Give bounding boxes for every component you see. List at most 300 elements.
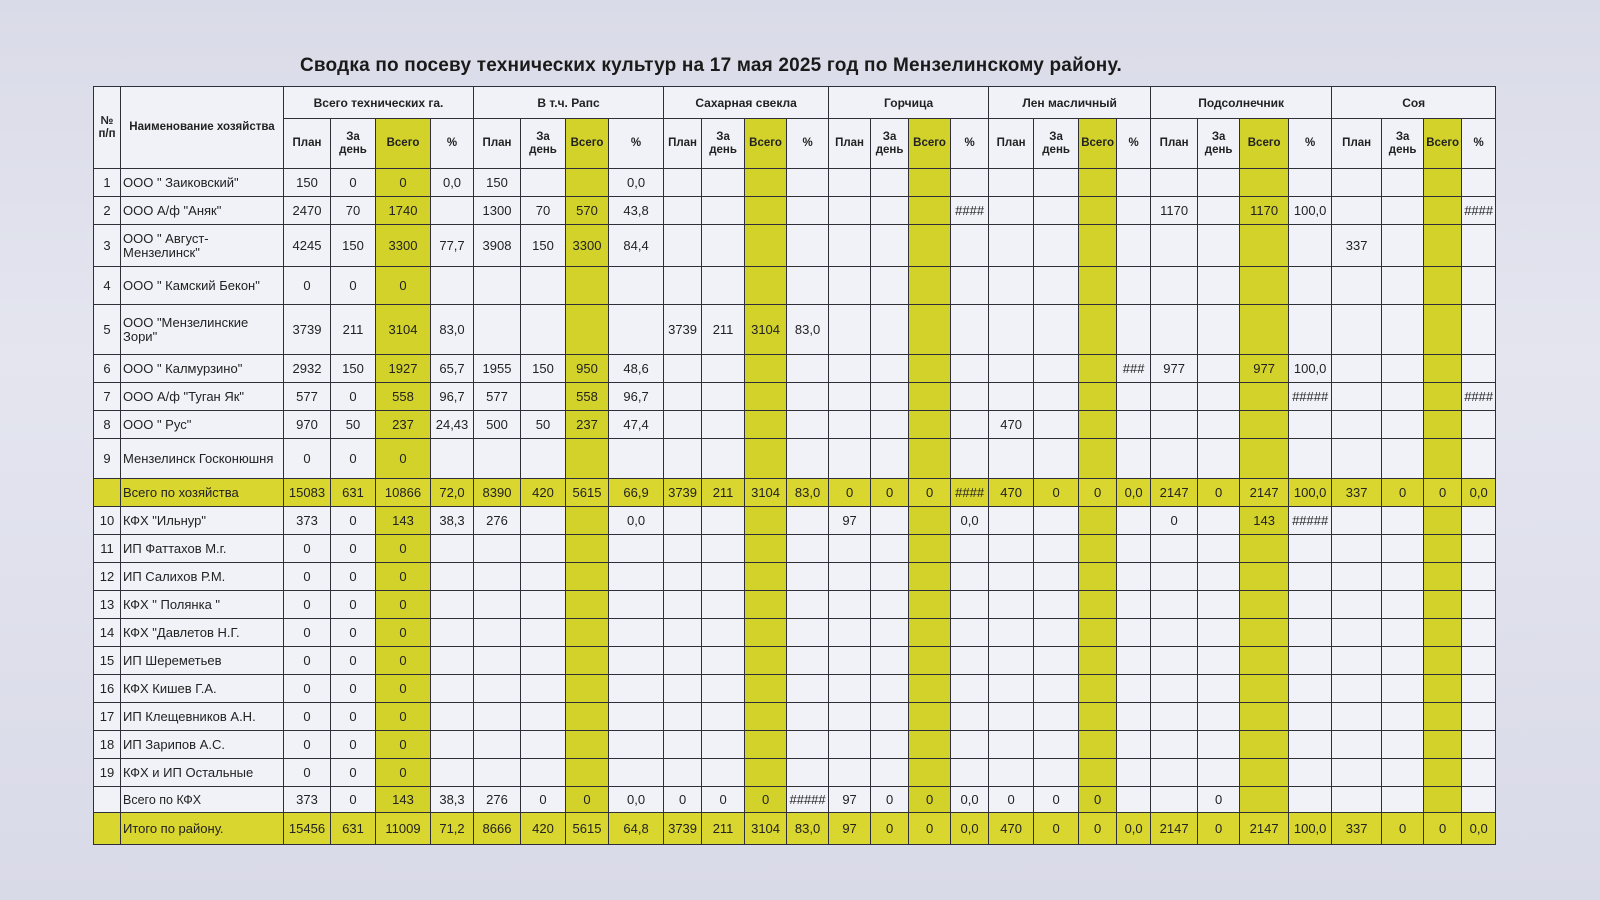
table-cell: 337 <box>1332 813 1382 845</box>
table-cell <box>745 759 787 787</box>
table-cell <box>1151 169 1198 197</box>
row-number <box>94 787 121 813</box>
table-cell: 0 <box>331 731 376 759</box>
table-cell <box>829 563 871 591</box>
table-cell <box>1151 675 1198 703</box>
table-row <box>94 703 1496 731</box>
table-cell <box>1240 619 1289 647</box>
table-cell: 97 <box>829 787 871 813</box>
header-group-6: Подсолнечник <box>1151 87 1332 119</box>
table-row <box>94 305 1496 355</box>
table-cell <box>1198 535 1240 563</box>
table-cell: 64,8 <box>609 813 664 845</box>
table-cell <box>431 675 474 703</box>
table-cell <box>989 675 1034 703</box>
row-number: 6 <box>94 355 121 383</box>
table-cell <box>829 731 871 759</box>
row-number: 16 <box>94 675 121 703</box>
table-cell <box>1034 675 1079 703</box>
table-cell <box>909 563 951 591</box>
table-cell: 96,7 <box>431 383 474 411</box>
header-group-5: Лен масличный <box>989 87 1151 119</box>
table-cell <box>1240 759 1289 787</box>
farm-name: Итого по району. <box>121 813 284 845</box>
table-cell: 150 <box>521 225 566 267</box>
table-cell <box>702 563 745 591</box>
table-cell <box>1462 591 1496 619</box>
farm-name: ООО А/ф "Туган Як" <box>121 383 284 411</box>
table-cell: 38,3 <box>431 787 474 813</box>
table-cell <box>1332 267 1382 305</box>
table-cell <box>609 267 664 305</box>
table-cell <box>829 169 871 197</box>
table-cell <box>871 591 909 619</box>
table-cell: 72,0 <box>431 479 474 507</box>
table-cell <box>1382 703 1424 731</box>
table-cell <box>521 267 566 305</box>
table-cell <box>1151 731 1198 759</box>
table-cell: 50 <box>331 411 376 439</box>
table-cell <box>1198 439 1240 479</box>
table-cell <box>1424 383 1462 411</box>
table-cell <box>1424 619 1462 647</box>
table-cell: 0 <box>331 169 376 197</box>
table-cell <box>1034 267 1079 305</box>
table-cell: 577 <box>474 383 521 411</box>
table-cell <box>989 619 1034 647</box>
table-cell <box>1289 703 1332 731</box>
row-number: 12 <box>94 563 121 591</box>
table-cell <box>521 675 566 703</box>
table-cell <box>609 591 664 619</box>
table-cell <box>989 535 1034 563</box>
table-cell: 970 <box>284 411 331 439</box>
table-cell: 0 <box>871 813 909 845</box>
table-cell <box>1289 535 1332 563</box>
table-cell <box>989 383 1034 411</box>
table-cell <box>745 647 787 675</box>
farm-name: ИП Фаттахов М.г. <box>121 535 284 563</box>
header-sub-4: % <box>1289 119 1332 169</box>
row-number <box>94 479 121 507</box>
table-cell <box>909 675 951 703</box>
table-cell <box>951 759 989 787</box>
table-cell <box>609 439 664 479</box>
table-cell <box>702 535 745 563</box>
table-cell <box>1198 305 1240 355</box>
table-cell <box>1382 675 1424 703</box>
table-cell <box>1289 305 1332 355</box>
farm-name: ООО "Мензелинские Зори" <box>121 305 284 355</box>
table-cell <box>1198 703 1240 731</box>
table-cell: 70 <box>521 197 566 225</box>
table-cell <box>787 169 829 197</box>
total-row <box>94 813 1496 845</box>
table-cell: 0 <box>331 267 376 305</box>
table-cell <box>566 563 609 591</box>
table-cell <box>909 731 951 759</box>
table-cell <box>871 759 909 787</box>
table-cell <box>787 383 829 411</box>
table-cell: 0 <box>331 535 376 563</box>
table-row <box>94 411 1496 439</box>
table-cell <box>702 169 745 197</box>
table-cell <box>1198 647 1240 675</box>
table-cell <box>609 619 664 647</box>
table-cell: 276 <box>474 787 521 813</box>
table-cell: 0 <box>1424 813 1462 845</box>
table-cell <box>1079 703 1117 731</box>
table-cell <box>1289 759 1332 787</box>
table-cell: 50 <box>521 411 566 439</box>
table-cell <box>1424 647 1462 675</box>
table-cell: 83,0 <box>431 305 474 355</box>
table-cell: 0 <box>909 479 951 507</box>
table-cell <box>474 759 521 787</box>
table-cell <box>1462 439 1496 479</box>
table-cell <box>1151 619 1198 647</box>
table-cell <box>829 703 871 731</box>
table-cell <box>909 439 951 479</box>
table-cell <box>745 355 787 383</box>
table-cell: 950 <box>566 355 609 383</box>
table-cell <box>989 169 1034 197</box>
table-cell <box>1332 305 1382 355</box>
table-cell: 150 <box>331 355 376 383</box>
table-cell <box>474 647 521 675</box>
table-cell: 83,0 <box>787 813 829 845</box>
table-cell <box>566 169 609 197</box>
table-row <box>94 507 1496 535</box>
table-cell: 0 <box>284 619 331 647</box>
table-cell <box>1462 507 1496 535</box>
table-cell <box>745 267 787 305</box>
table-cell <box>1151 563 1198 591</box>
table-cell <box>1034 355 1079 383</box>
table-cell <box>609 675 664 703</box>
table-cell <box>951 267 989 305</box>
table-cell <box>829 647 871 675</box>
table-cell <box>745 169 787 197</box>
table-cell: 0 <box>1034 787 1079 813</box>
table-cell <box>1079 647 1117 675</box>
table-cell: 3300 <box>376 225 431 267</box>
table-cell <box>1382 267 1424 305</box>
row-number: 4 <box>94 267 121 305</box>
table-cell <box>431 197 474 225</box>
header-sub-1: План <box>1332 119 1382 169</box>
table-cell <box>1240 305 1289 355</box>
table-cell <box>1198 267 1240 305</box>
table-cell: 15456 <box>284 813 331 845</box>
table-cell <box>989 439 1034 479</box>
table-cell: 0,0 <box>951 507 989 535</box>
table-cell <box>1117 305 1151 355</box>
table-cell: 3104 <box>745 813 787 845</box>
table-cell: 0 <box>284 535 331 563</box>
header-sub-4: % <box>431 119 474 169</box>
table-cell <box>1079 383 1117 411</box>
table-cell <box>1332 759 1382 787</box>
table-cell <box>1332 355 1382 383</box>
table-cell <box>1117 563 1151 591</box>
table-cell <box>745 675 787 703</box>
table-cell: 0 <box>284 591 331 619</box>
table-cell <box>431 267 474 305</box>
table-cell: 0 <box>284 439 331 479</box>
farm-name: ИП Салихов Р.М. <box>121 563 284 591</box>
table-cell: 1170 <box>1151 197 1198 225</box>
table-cell <box>1198 383 1240 411</box>
table-cell <box>1079 355 1117 383</box>
table-cell <box>1332 411 1382 439</box>
table-cell <box>609 703 664 731</box>
table-cell: 100,0 <box>1289 479 1332 507</box>
table-cell <box>871 355 909 383</box>
table-cell <box>1034 383 1079 411</box>
table-cell <box>1117 267 1151 305</box>
table-cell <box>909 411 951 439</box>
table-cell: 100,0 <box>1289 355 1332 383</box>
table-cell: 0,0 <box>609 169 664 197</box>
table-cell: 3908 <box>474 225 521 267</box>
table-cell <box>521 439 566 479</box>
table-cell <box>1079 535 1117 563</box>
table-row <box>94 563 1496 591</box>
table-cell <box>566 619 609 647</box>
table-cell <box>1462 169 1496 197</box>
table-cell: 276 <box>474 507 521 535</box>
table-cell: 0 <box>989 787 1034 813</box>
table-cell <box>787 591 829 619</box>
table-cell: 2147 <box>1151 813 1198 845</box>
table-cell <box>566 675 609 703</box>
table-cell: ### <box>1117 355 1151 383</box>
table-cell <box>1382 197 1424 225</box>
table-cell <box>664 267 702 305</box>
table-cell <box>829 197 871 225</box>
row-number <box>94 813 121 845</box>
table-cell <box>702 703 745 731</box>
table-cell: 100,0 <box>1289 197 1332 225</box>
table-cell <box>1079 563 1117 591</box>
table-cell <box>1382 507 1424 535</box>
table-cell <box>1034 619 1079 647</box>
table-cell <box>664 647 702 675</box>
table-cell <box>566 439 609 479</box>
table-cell: 211 <box>702 479 745 507</box>
table-cell: 150 <box>474 169 521 197</box>
table-cell <box>1424 225 1462 267</box>
table-cell <box>909 305 951 355</box>
subtotal-row <box>94 787 1496 813</box>
table-cell <box>1382 591 1424 619</box>
table-cell <box>474 267 521 305</box>
table-cell <box>829 411 871 439</box>
table-cell: 143 <box>376 507 431 535</box>
table-cell <box>431 439 474 479</box>
table-cell <box>787 411 829 439</box>
table-cell <box>664 197 702 225</box>
table-cell <box>1079 675 1117 703</box>
table-cell <box>1117 731 1151 759</box>
farm-name: Мензелинск Госконюшня <box>121 439 284 479</box>
header-sub-2: За день <box>871 119 909 169</box>
table-cell <box>989 591 1034 619</box>
table-cell: 0 <box>376 563 431 591</box>
farm-name: ИП Зарипов А.С. <box>121 731 284 759</box>
table-cell <box>1151 535 1198 563</box>
table-cell <box>1382 439 1424 479</box>
table-cell: 97 <box>829 813 871 845</box>
table-cell: 0 <box>376 703 431 731</box>
table-cell: 1740 <box>376 197 431 225</box>
table-row <box>94 267 1496 305</box>
header-sub-2: За день <box>1198 119 1240 169</box>
table-cell <box>745 439 787 479</box>
table-cell <box>1117 703 1151 731</box>
farm-name: КФХ "Давлетов Н.Г. <box>121 619 284 647</box>
table-cell <box>1198 619 1240 647</box>
header-sub-4: % <box>951 119 989 169</box>
table-cell <box>951 731 989 759</box>
table-cell <box>787 225 829 267</box>
table-cell: 0 <box>331 507 376 535</box>
row-number: 17 <box>94 703 121 731</box>
table-cell: 0,0 <box>951 787 989 813</box>
table-cell: #### <box>951 479 989 507</box>
header-sub-3: Всего <box>1079 119 1117 169</box>
table-cell <box>1462 411 1496 439</box>
table-cell <box>989 355 1034 383</box>
table-cell <box>1289 619 1332 647</box>
farm-name: КФХ " Полянка " <box>121 591 284 619</box>
table-cell: 3739 <box>284 305 331 355</box>
table-cell <box>787 731 829 759</box>
table-cell <box>871 169 909 197</box>
table-cell <box>989 563 1034 591</box>
table-cell <box>989 197 1034 225</box>
table-cell <box>1382 535 1424 563</box>
table-cell <box>989 703 1034 731</box>
table-cell: 0 <box>909 813 951 845</box>
table-cell <box>1079 439 1117 479</box>
table-cell <box>474 703 521 731</box>
table-cell: 1955 <box>474 355 521 383</box>
row-number: 13 <box>94 591 121 619</box>
table-cell <box>702 411 745 439</box>
table-cell <box>1240 563 1289 591</box>
table-cell: 2147 <box>1240 813 1289 845</box>
table-cell <box>1151 703 1198 731</box>
header-sub-4: % <box>1462 119 1496 169</box>
farm-name: ООО " Камский Бекон" <box>121 267 284 305</box>
table-cell <box>1240 439 1289 479</box>
table-cell: 0 <box>1382 479 1424 507</box>
table-cell: 0 <box>702 787 745 813</box>
header-sub-3: Всего <box>566 119 609 169</box>
table-cell <box>1462 267 1496 305</box>
table-cell <box>871 507 909 535</box>
table-cell <box>1382 731 1424 759</box>
table-cell: 71,2 <box>431 813 474 845</box>
table-cell <box>474 305 521 355</box>
table-cell <box>1034 591 1079 619</box>
table-cell <box>1034 439 1079 479</box>
table-cell <box>1332 535 1382 563</box>
table-cell <box>521 305 566 355</box>
table-cell: 38,3 <box>431 507 474 535</box>
header-sub-3: Всего <box>909 119 951 169</box>
table-cell <box>1198 759 1240 787</box>
table-cell <box>745 535 787 563</box>
table-cell: 5615 <box>566 479 609 507</box>
table-cell <box>702 439 745 479</box>
table-cell: ##### <box>787 787 829 813</box>
farm-name: КФХ Кишев Г.А. <box>121 675 284 703</box>
table-cell: 0,0 <box>1462 479 1496 507</box>
table-cell: 0 <box>376 267 431 305</box>
table-cell <box>871 731 909 759</box>
table-cell <box>431 731 474 759</box>
table-cell <box>1198 591 1240 619</box>
table-cell <box>745 383 787 411</box>
table-cell <box>566 759 609 787</box>
table-cell <box>1289 225 1332 267</box>
table-cell <box>431 563 474 591</box>
table-cell <box>664 703 702 731</box>
table-cell <box>1382 225 1424 267</box>
table-cell: 977 <box>1240 355 1289 383</box>
table-cell <box>609 535 664 563</box>
table-cell: #### <box>1462 197 1496 225</box>
table-cell <box>989 647 1034 675</box>
row-number: 10 <box>94 507 121 535</box>
header-group-3: Сахарная свекла <box>664 87 829 119</box>
table-cell <box>1034 507 1079 535</box>
table-cell: 577 <box>284 383 331 411</box>
table-cell: 0 <box>1198 479 1240 507</box>
table-cell <box>1424 563 1462 591</box>
table-cell <box>829 225 871 267</box>
table-cell: 143 <box>1240 507 1289 535</box>
header-sub-4: % <box>1117 119 1151 169</box>
table-cell <box>1424 759 1462 787</box>
table-cell <box>951 169 989 197</box>
table-cell <box>702 619 745 647</box>
table-cell <box>1034 731 1079 759</box>
table-cell <box>1151 267 1198 305</box>
table-cell: 3739 <box>664 813 702 845</box>
table-cell <box>431 703 474 731</box>
table-cell: 0 <box>376 535 431 563</box>
header-group-4: Горчица <box>829 87 989 119</box>
table-row <box>94 535 1496 563</box>
table-cell: 237 <box>376 411 431 439</box>
header-sub-2: За день <box>702 119 745 169</box>
table-cell <box>1332 439 1382 479</box>
table-cell <box>871 383 909 411</box>
table-cell: 337 <box>1332 479 1382 507</box>
table-cell: 0 <box>331 439 376 479</box>
table-cell: 70 <box>331 197 376 225</box>
table-cell <box>431 647 474 675</box>
table-cell: 0 <box>376 619 431 647</box>
table-cell <box>951 563 989 591</box>
table-cell <box>829 355 871 383</box>
table-cell: 0 <box>909 787 951 813</box>
table-cell: 1300 <box>474 197 521 225</box>
